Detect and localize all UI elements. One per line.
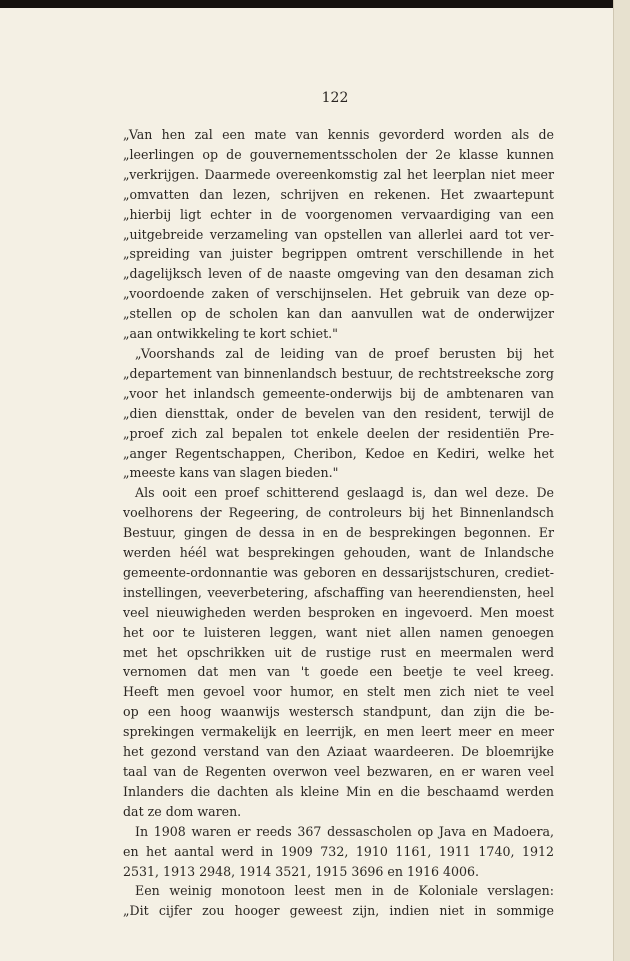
- text-line: „aan ontwikkeling te kort schiet.": [123, 326, 338, 342]
- text-line: het oor te luisteren leggen, want niet allen namen genoegen: [123, 624, 554, 640]
- text-line: taal van de Regenten overwon veel bezwaren, en er waren veel: [123, 764, 554, 779]
- text-line: „Van hen zal een mate van kennis gevorderd worden als de: [123, 127, 554, 142]
- text-line: werden héél wat besprekingen gehouden, want de Inlandsche: [123, 545, 554, 561]
- text-line: het gezond verstand van den Aziaat waardeeren. De bloemrijke: [123, 744, 554, 760]
- text-line: 2531, 1913 2948, 1914 3521, 1915 3696 en 1916 4006.: [123, 863, 480, 879]
- text-line: „uitgebreide verzameling van opstellen van allerlei aard tot ver-: [123, 226, 554, 242]
- text-line: „meeste kans van slagen bieden.": [123, 465, 339, 481]
- text-line: „verkrijgen. Daarmede overeenkomstig zal het leerplan niet meer: [123, 166, 554, 182]
- text-line: „anger Regentschappen, Cheribon, Kedoe en Kediri, welke het: [123, 445, 554, 461]
- book-page: [0, 8, 613, 961]
- text-line: „leerlingen op de gouvernementsscholen der 2e klasse kunnen: [123, 146, 554, 162]
- text-line: op een hoog waanwijs westersch standpunt, dan zijn die be-: [123, 704, 554, 720]
- text-line: Een weinig monotoon leest men in de Koloniale verslagen:: [135, 883, 554, 899]
- text-line: „spreiding van juister begrippen omtrent verschillende in het: [123, 246, 554, 262]
- text-line: „voor het inlandsch gemeente-onderwijs bij de ambtenaren van: [123, 385, 554, 401]
- text-line: Heeft men gevoel voor humor, en stelt men zich niet te veel: [123, 684, 554, 700]
- text-line: vernomen dat men van 't goede een beetje te veel kreeg.: [123, 664, 554, 680]
- text-line: „Dit cijfer zou hooger geweest zijn, indien niet in sommige: [123, 903, 554, 919]
- text-line: met het opschrikken uit de rustige rust en meermalen werd: [123, 644, 554, 660]
- body-text: [123, 125, 554, 921]
- text-line: voelhorens der Regeering, de controleurs bij het Binnenlandsch: [123, 505, 554, 521]
- text-line: In 1908 waren er reeds 367 dessascholen op Java en Madoera,: [135, 823, 554, 839]
- text-line: „departement van binnenlandsch bestuur, de rechtstreeksche zorg: [123, 365, 554, 381]
- text-line: „proef zich zal bepalen tot enkele deelen der residentiën Pre-: [123, 425, 554, 441]
- text-line: en het aantal werd in 1909 732, 1910 1161, 1911 1740, 1912: [123, 843, 554, 859]
- text-line: „voordoende zaken of verschijnselen. Het gebruik van deze op-: [123, 286, 554, 302]
- page-number: 122: [321, 90, 349, 106]
- text-line: instellingen, veeverbetering, afschaffing van heerendiensten, heel: [123, 584, 554, 600]
- text-line: „Voorshands zal de leiding van de proef berusten bij het: [135, 345, 554, 361]
- text-line: Als ooit een proef schitterend geslaagd is, dan wel deze. De: [135, 485, 554, 501]
- text-line: „omvatten dan lezen, schrijven en rekenen. Het zwaartepunt: [123, 186, 554, 202]
- text-line: veel nieuwigheden werden besproken en ingevoerd. Men moest: [123, 604, 554, 620]
- page-edge: [613, 0, 630, 961]
- text-line: „dien diensttak, onder de bevelen van den resident, terwijl de: [123, 405, 554, 421]
- text-line: gemeente-ordonnantie was geboren en dessarijstschuren, crediet-: [123, 564, 554, 580]
- text-line: „stellen op de scholen kan dan aanvullen wat de onderwijzer: [123, 306, 554, 322]
- text-line: dat ze dom waren.: [123, 803, 242, 819]
- scan-top-border: [0, 0, 630, 8]
- text-line: „dagelijksch leven of de naaste omgeving van den desaman zich: [123, 266, 554, 282]
- text-line: Bestuur, gingen de dessa in en de besprekingen begonnen. Er: [123, 525, 554, 541]
- text-line: „hierbij ligt echter in de voorgenomen vervaardiging van een: [123, 206, 554, 222]
- text-line: sprekingen vermakelijk en leerrijk, en men leert meer en meer: [123, 724, 554, 740]
- text-line: Inlanders die dachten als kleine Min en die beschaamd werden: [123, 783, 554, 799]
